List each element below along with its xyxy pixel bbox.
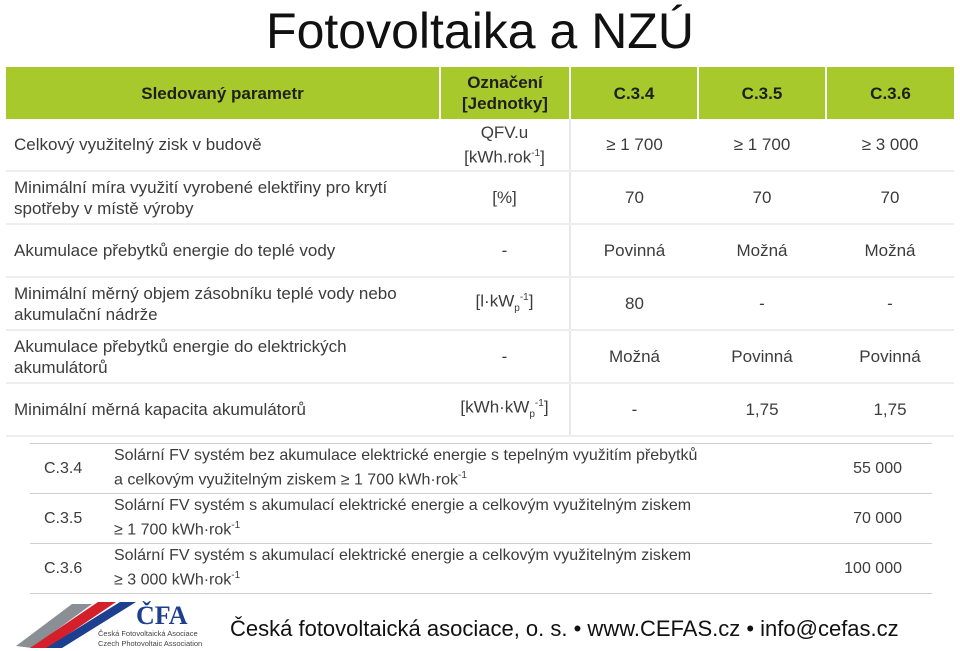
value-c34: Povinná [570,224,698,277]
footer [0,598,960,651]
value-c34: Možná [570,330,698,383]
unit-text [440,143,569,168]
value-c35: - [698,277,826,330]
table-row [6,277,954,330]
desc-exponent: -1 [457,470,467,482]
value-c34: 80 [570,277,698,330]
value-c36: Možná [826,224,954,277]
row-amount: 100 000 [778,544,932,594]
slide-title: Fotovoltaika a NZÚ [266,3,694,59]
header-unit [440,67,570,119]
subsidy-table [30,443,932,594]
value-c36: Povinná [826,330,954,383]
desc-text: ≥ 3 000 kWh·rok [114,571,232,589]
desc-line-1: Solární FV systém s akumulací elektrické energie a celkovým využitelným ziskem [114,497,692,515]
row-description [114,494,778,544]
desc-line-2 [114,516,778,540]
value-c34: ≥ 1 700 [570,119,698,171]
row-label [6,330,440,383]
row-label-text: Minimální míra využití vyrobené elektřiny pro krytí [14,177,388,197]
header-param: Sledovaný parametr [6,67,440,119]
value-c35: 70 [698,171,826,224]
row-label: Minimální měrná kapacita akumulátorů [6,383,440,436]
row-label-text: Celkový využitelný zisk v budově [14,135,262,154]
header-c35: C.3.5 [698,67,826,119]
desc-line-2 [114,566,778,590]
header-unit-line2: [Jednotky] [462,94,548,113]
row-unit [440,119,570,171]
value-c35: Povinná [698,330,826,383]
table-row [6,171,954,224]
desc-line-1: Solární FV systém s akumulací elektrické energie a celkovým využitelným ziskem [114,547,692,565]
table-row [6,330,954,383]
unit-exponent: -1 [519,292,529,304]
unit-subscript: p [514,303,520,315]
row-unit: - [440,224,570,277]
value-c34: - [570,383,698,436]
logo-line-2: Czech Photovoltaic Association [98,639,203,648]
table-row [6,224,954,277]
row-amount: 70 000 [778,494,932,544]
unit-symbol: QFV.u [480,122,529,142]
row-label-text-2: akumulační nádrže [14,304,158,324]
unit-base: [l·kW [475,292,515,312]
unit-base: [kWh·kW [460,398,530,418]
logo-abbr: ČFA [136,601,188,630]
unit-close: ] [540,147,545,167]
row-unit [440,383,570,436]
row-unit: - [440,330,570,383]
row-label-text: Minimální měrný objem zásobníku teplé vody nebo [14,283,397,303]
value-c35: 1,75 [698,383,826,436]
desc-text: a celkovým využitelným ziskem ≥ 1 700 kWh·rok [114,471,458,489]
row-code: C.3.4 [30,444,114,494]
row-label-text: Akumulace přebytků energie do elektrických [14,336,347,356]
value-c36: 70 [826,171,954,224]
desc-exponent: -1 [231,570,241,582]
cfa-logo [12,598,212,650]
value-c36: - [826,277,954,330]
header-c36: C.3.6 [826,67,954,119]
value-c36: 1,75 [826,383,954,436]
footer-contact: Česká fotovoltaická asociace, o. s. • www.CEFAS.cz • info@cefas.cz [230,616,899,641]
row-code: C.3.5 [30,494,114,544]
table-row [6,119,954,171]
value-c36: ≥ 3 000 [826,119,954,171]
row-label [6,277,440,330]
row-label: Akumulace přebytků energie do teplé vody [6,224,440,277]
table-row [30,494,932,544]
unit-close: ] [528,292,534,312]
header-c34: C.3.4 [570,67,698,119]
table-header-row [6,67,954,119]
row-label [6,119,440,171]
row-label [6,171,440,224]
unit-subscript: p [529,409,535,421]
unit-base: [kWh.rok [464,147,532,167]
unit-exponent: -1 [534,398,544,410]
desc-line-1: Solární FV systém bez akumulace elektrické energie s tepelným využitím přebytků [114,447,698,465]
table-row [30,444,932,494]
value-c35: Možná [698,224,826,277]
row-amount: 55 000 [778,444,932,494]
row-description [114,544,778,594]
header-unit-line1: Označení [467,73,543,92]
unit-close: ] [543,398,549,418]
desc-text: ≥ 1 700 kWh·rok [114,521,232,539]
value-c35: ≥ 1 700 [698,119,826,171]
row-code: C.3.6 [30,544,114,594]
row-description [114,444,778,494]
table-row [30,544,932,594]
row-label-text-2: akumulátorů [14,357,108,377]
row-unit: [%] [440,171,570,224]
logo-line-1: Česká Fotovoltaická Asociace [98,629,198,638]
row-unit [440,277,570,330]
desc-line-2 [114,466,778,490]
parameters-table [6,67,954,437]
value-c34: 70 [570,171,698,224]
table-row [6,383,954,436]
unit-exponent: -1 [531,147,541,159]
row-label-text-2: spotřeby v místě výroby [14,198,194,218]
desc-exponent: -1 [231,520,241,532]
